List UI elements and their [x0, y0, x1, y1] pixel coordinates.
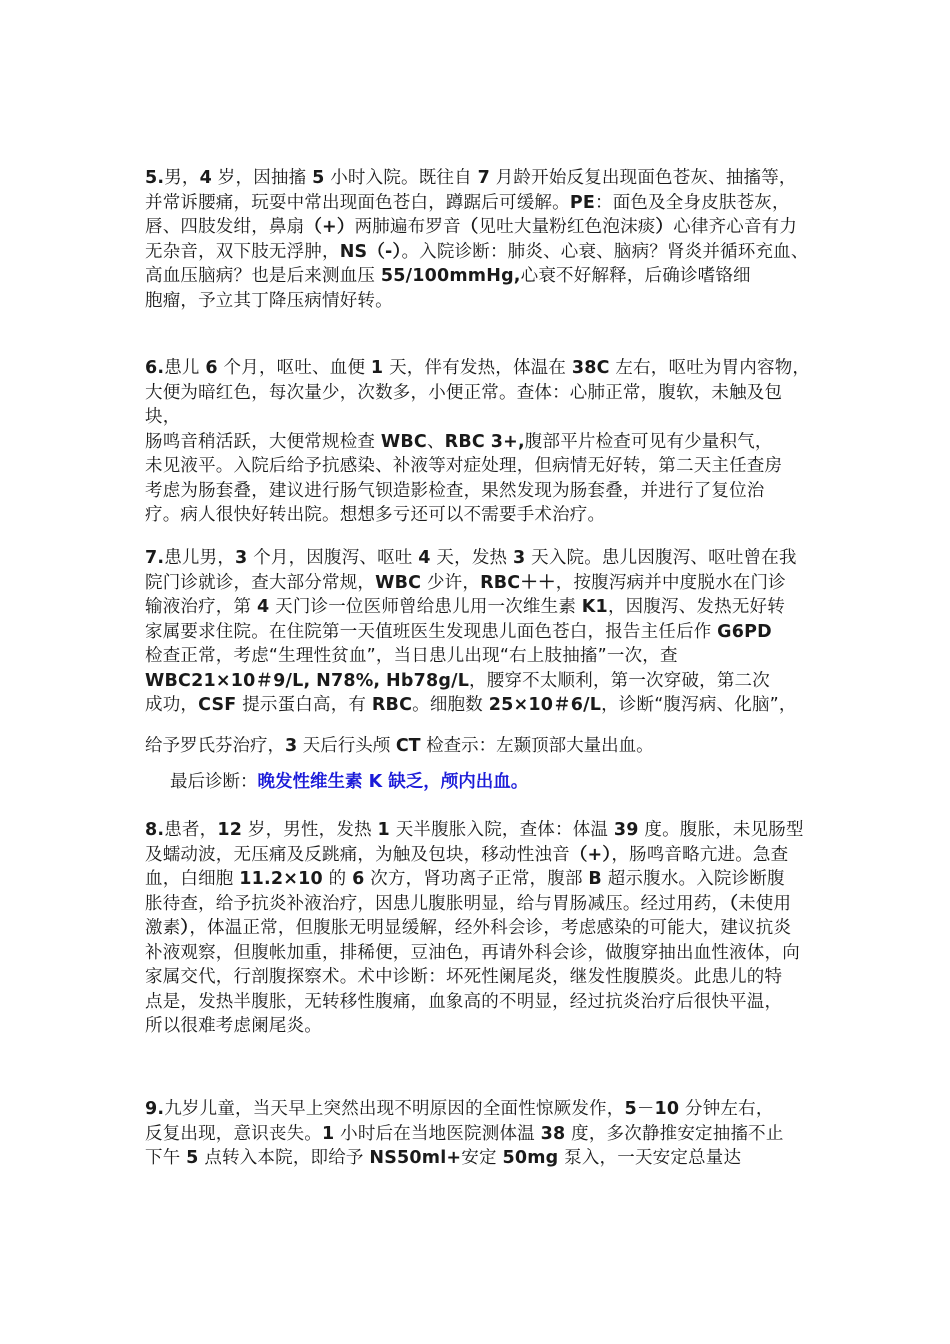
final-diagnosis-value: 晚发性维生素 K 缺乏，颅内出血。 — [257, 772, 529, 792]
case-5-paragraph: 5.男，4 岁，因抽搐 5 小时入院。既往自 7 月龄开始反复出现面色苍灰、抽搐等， 并常诉腰痛，玩耍中常出现面色苍白，蹲踞后可缓解。PE：面色及全身皮肤苍灰， 唇、四肢发绀，鼻扇（+）两肺遍布罗音（见吐大量粉红色泡沫痰）心律齐心音有力 无杂音，双下肢无浮肿，NS（-）。入院诊断：肺炎、心衰、脑病？肾炎并循环充血、 高血压脑病？也是后来测血压 55/100mmHg,心衰不好解释，后确诊嗜铬细 胞瘤，予立其丁降压病情好转。 — [145, 168, 809, 311]
case-7-paragraph: 7.患儿男，3 个月，因腹泻、呕吐 4 天，发热 3 天入院。患儿因腹泻、呕吐曾在我 院门诊就诊，查大部分常规，WBC 少许，RBC＋＋，按腹泻病并中度脱水在门诊 输液治疗，第 4 天门诊一位医师曾给患儿用一次维生素 K1，因腹泻、发热无好转 家属要求住院。在住院第一天值班医生发现患儿面色苍白，报告主任后作 G6PD 检查正常，考虑“生理性贫血”，当日患儿出现“右上肢抽搐”一次，查 WBC21×10＃9/L, N78%, Hb78g/L，腰穿不太顺利，第一次穿破，第二次 成功，CSF 提示蛋白高，有 RBC。细胞数 25×10＃6/L，诊断“腹泻病、化脑”， — [145, 548, 797, 715]
case-7-treatment: 给予罗氏芬治疗，3 天后行头颅 CT 检查示：左颞顶部大量出血。 — [145, 736, 654, 756]
case-8-paragraph: 8.患者，12 岁，男性，发热 1 天半腹胀入院，查体：体温 39 度。腹胀，未见肠型 及蠕动波，无压痛及反跳痛，为触及包块，移动性浊音（+），肠鸣音略亢进。急查 血，白细胞 11.2×10 的 6 次方，肾功离子正常，腹部 B 超示腹水。入院诊断腹 胀待查，给予抗炎补液治疗，因患儿腹胀明显，给与胃肠减压。经过用药，（未使用 激素），体温正常，但腹胀无明显缓解，经外科会诊，考虑感染的可能大，建议抗炎 补液观察，但腹帐加重，排稀便，豆油色，再请外科会诊，做腹穿抽出血性液体，向 家属交代，行剖腹探察术。术中诊断：坏死性阑尾炎，继发性腹膜炎。此患儿的特 点是，发热半腹胀，无转移性腹痛，血象高的不明显，经过抗炎治疗后很快平温， 所以很难考虑阑尾炎。 — [145, 820, 804, 1036]
case-6-paragraph: 6.患儿 6 个月，呕吐、血便 1 天，伴有发热，体温在 38C 左右，呕吐为胃内容物， 大便为暗红色，每次量少，次数多，小便正常。查体：心肺正常，腹软，未触及包块， 肠鸣音稍活跃，大便常规检查 WBC、RBC 3+,腹部平片检查可见有少量积气， 未见液平。入院后给予抗感染、补液等对症处理，但病情无好转，第二天主任查房 考虑为肠套叠，建议进行肠气钡造影检查，果然发现为肠套叠，并进行了复位治 疗。病人很快好转出院。想想多亏还可以不需要手术治疗。 — [145, 358, 811, 525]
case-7-final-diagnosis — [170, 770, 528, 794]
case-9-paragraph: 9.九岁儿童，当天早上突然出现不明原因的全面性惊厥发作，5－10 分钟左右， 反复出现，意识丧失。1 小时后在当地医院测体温 38 度，多次静推安定抽搐不止 下午 5 点转入本院，即给予 NS50ml+安定 50mg 泵入，一天安定总量达 — [145, 1099, 784, 1168]
final-diagnosis-label: 最后诊断： — [170, 772, 258, 792]
